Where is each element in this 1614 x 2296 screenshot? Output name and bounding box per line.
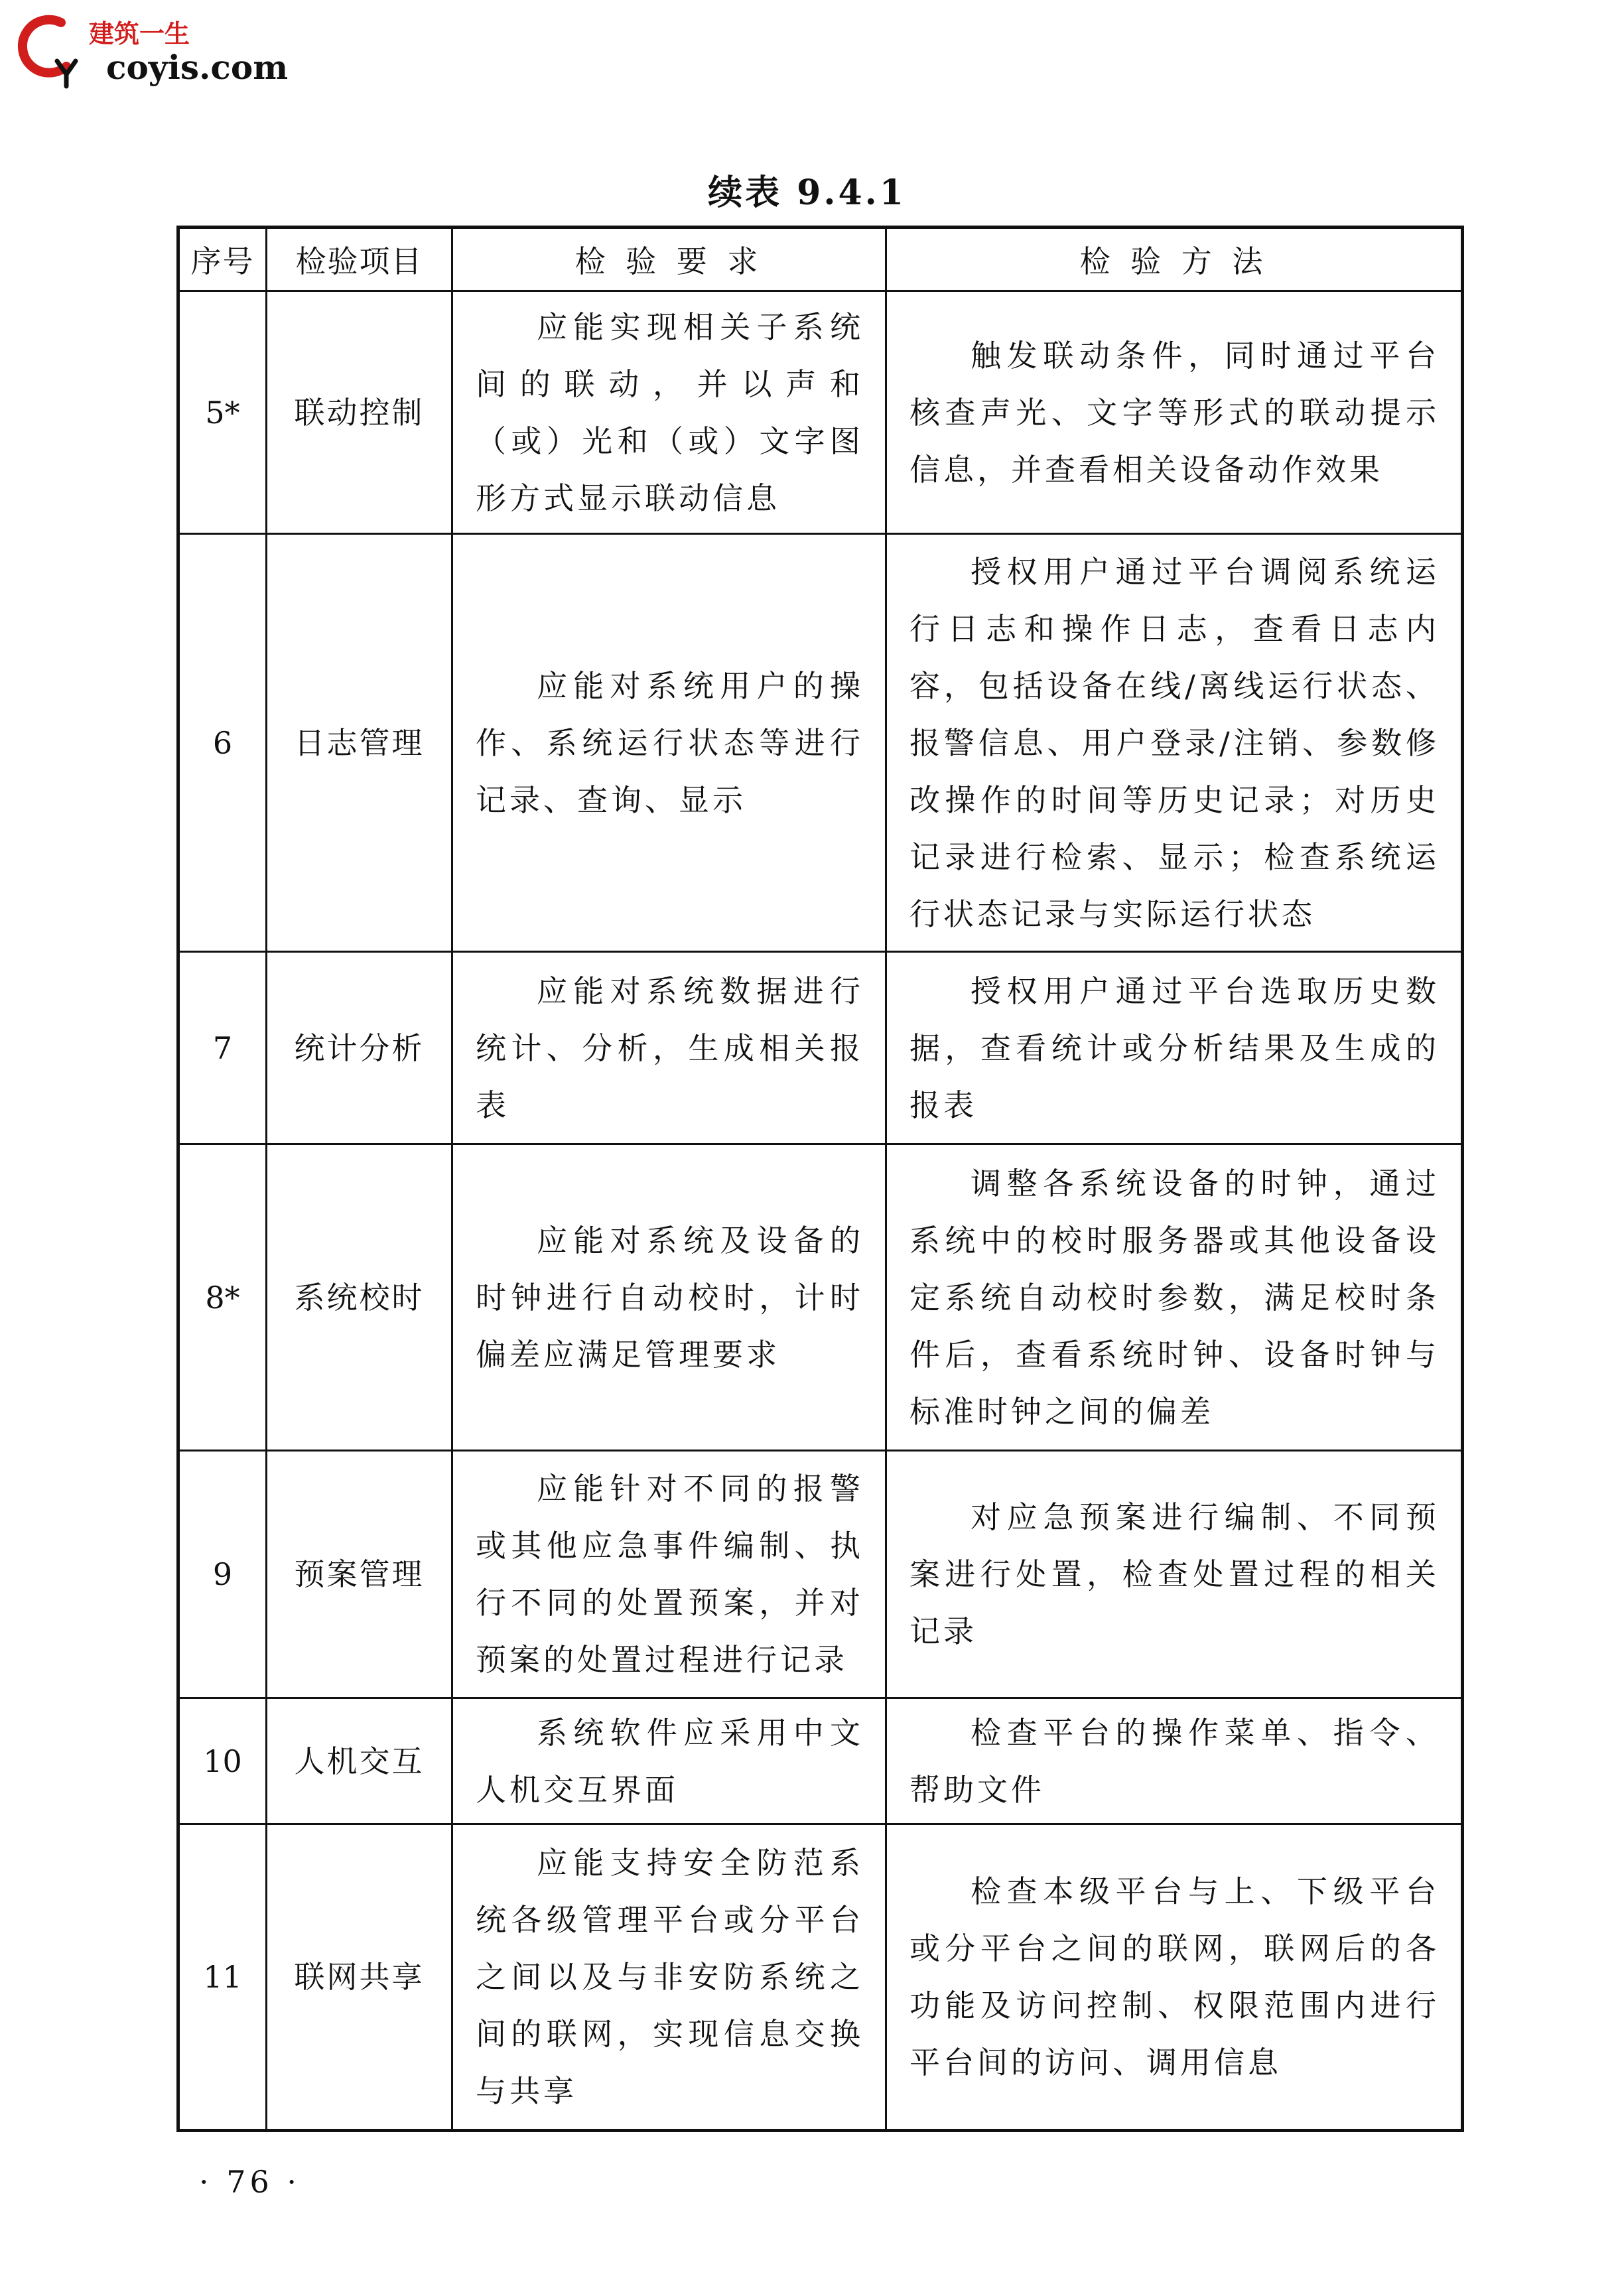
requirement-text: 应能对系统及设备的时钟进行自动校时，计时偏差应满足管理要求 [476,1222,864,1373]
method-text: 授权用户通过平台调阅系统运行日志和操作日志，查看日志内容，包括设备在线/离线运行状态、报警信息、用户登录/注销、参数修改操作的时间等历史记录；对历史记录进行检索、显示；检查系统运行状态记录与实际运行状态 [909,553,1440,932]
table-row [178,1824,1463,2131]
row-requirement [452,1698,886,1824]
requirement-text: 应能支持安全防范系统各级管理平台或分平台之间以及与非安防系统之间的联网，实现信息交换与共享 [476,1845,864,2109]
requirement-text: 系统软件应采用中文人机交互界面 [476,1714,864,1808]
page-number: · 76 · [199,2164,301,2200]
method-text: 检查本级平台与上、下级平台或分平台之间的联网，联网后的各功能及访问控制、权限范围内进行平台间的访问、调用信息 [909,1873,1440,2080]
requirement-text: 应能实现相关子系统间的联动，并以声和（或）光和（或）文字图形方式显示联动信息 [476,308,864,516]
table-row [178,1144,1463,1451]
row-requirement [452,1451,886,1698]
row-item: 联动控制 [267,291,452,534]
row-method [886,291,1463,534]
table-row [178,1451,1463,1698]
requirement-text: 应能对系统数据进行统计、分析，生成相关报表 [476,973,864,1123]
row-item: 联网共享 [267,1824,452,2131]
header-requirement: 检 验 要 求 [452,228,886,291]
method-text: 对应急预案进行编制、不同预案进行处置，检查处置过程的相关记录 [909,1499,1440,1649]
row-requirement [452,1824,886,2131]
row-item: 系统校时 [267,1144,452,1451]
row-requirement [452,952,886,1144]
watermark-site-url: coyis.com [106,48,289,87]
row-no: 11 [178,1824,267,2131]
table-row [178,534,1463,952]
table-row [178,291,1463,534]
row-item: 日志管理 [267,534,452,952]
table-header-row [178,228,1463,291]
logo-icon [9,9,89,89]
row-item: 人机交互 [267,1698,452,1824]
watermark-site-name: 建筑一生 [89,19,190,48]
row-method [886,534,1463,952]
header-method: 检 验 方 法 [886,228,1463,291]
inspection-table [176,226,1464,2132]
table-title: 续表 9.4.1 [708,172,906,213]
method-text: 检查平台的操作菜单、指令、帮助文件 [909,1714,1440,1808]
row-no: 6 [178,534,267,952]
row-item: 预案管理 [267,1451,452,1698]
table-row [178,1698,1463,1824]
row-item: 统计分析 [267,952,452,1144]
row-requirement [452,534,886,952]
row-method [886,1698,1463,1824]
row-method [886,1144,1463,1451]
method-text: 授权用户通过平台选取历史数据，查看统计或分析结果及生成的报表 [909,973,1440,1123]
row-requirement [452,1144,886,1451]
site-watermark [9,9,295,89]
table-row [178,952,1463,1144]
row-no: 8* [178,1144,267,1451]
header-item: 检验项目 [267,228,452,291]
row-no: 7 [178,952,267,1144]
row-requirement [452,291,886,534]
requirement-text: 应能对系统用户的操作、系统运行状态等进行记录、查询、显示 [476,667,864,818]
row-no: 9 [178,1451,267,1698]
header-no: 序号 [178,228,267,291]
row-no: 10 [178,1698,267,1824]
row-method [886,1824,1463,2131]
requirement-text: 应能针对不同的报警或其他应急事件编制、执行不同的处置预案，并对预案的处置过程进行记录 [476,1471,864,1678]
method-text: 调整各系统设备的时钟，通过系统中的校时服务器或其他设备设定系统自动校时参数，满足校时条件后，查看系统时钟、设备时钟与标准时钟之间的偏差 [909,1165,1440,1430]
method-text: 触发联动条件，同时通过平台核查声光、文字等形式的联动提示信息，并查看相关设备动作效果 [909,337,1440,488]
row-method [886,952,1463,1144]
row-no: 5* [178,291,267,534]
row-method [886,1451,1463,1698]
